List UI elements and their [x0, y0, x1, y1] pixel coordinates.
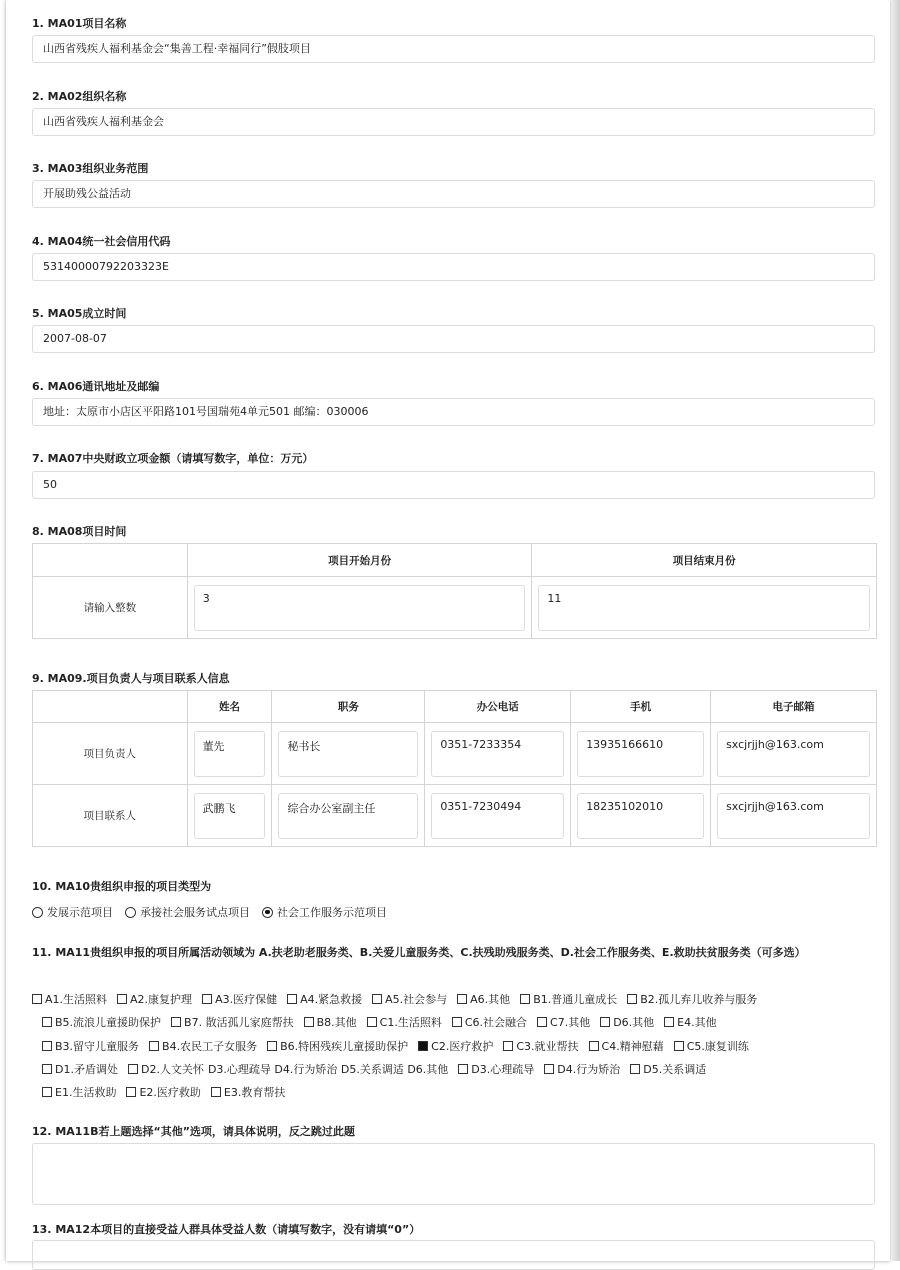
checkbox-line — [42, 1061, 716, 1077]
question-8-label: 8. MA08项目时间 — [32, 525, 127, 538]
office-phone-header: 办公电话 — [425, 691, 571, 723]
checkbox-icon[interactable] — [211, 1087, 221, 1097]
checkbox-option[interactable] — [503, 1038, 578, 1054]
end-month-cell — [532, 577, 877, 639]
checkbox-option[interactable] — [42, 1038, 139, 1054]
checkbox-icon[interactable] — [458, 1064, 468, 1074]
row-label-contact: 项目联系人 — [33, 785, 188, 847]
question-9-label: 9. MA09.项目负责人与项目联系人信息 — [32, 672, 230, 685]
table-cell — [272, 785, 425, 847]
checkbox-icon[interactable] — [627, 994, 637, 1004]
table-cell — [711, 785, 877, 847]
checkbox-label: C4.精神慰藉 — [601, 1040, 664, 1053]
checkbox-label: D2.人文关怀 — [140, 1063, 204, 1076]
page-edge — [892, 0, 900, 1261]
checkbox-icon[interactable] — [42, 1017, 52, 1027]
organization-name-field[interactable]: 山西省残疾人福利基金会 — [32, 108, 875, 136]
checkbox-option[interactable] — [126, 1084, 200, 1100]
beneficiary-count-field[interactable] — [32, 1240, 875, 1270]
end-month-input[interactable]: 11 — [538, 585, 870, 631]
checkbox-option[interactable] — [211, 1084, 285, 1100]
checkbox-icon[interactable] — [457, 994, 467, 1004]
table-cell — [571, 723, 711, 785]
checkbox-label: B5.流浪儿童援助保护 — [55, 1016, 162, 1029]
question-1-label: 1. MA01项目名称 — [32, 17, 127, 30]
checkbox-icon[interactable] — [287, 994, 297, 1004]
radio-option-label: 承接社会服务试点项目 — [140, 906, 250, 919]
checkbox-option[interactable] — [287, 991, 362, 1007]
checkbox-label: D5.关系调适 — [643, 1063, 707, 1076]
start-month-header: 项目开始月份 — [187, 544, 532, 577]
checkbox-icon[interactable] — [267, 1041, 277, 1051]
position-header: 职务 — [272, 691, 425, 723]
checkbox-label: E1.生活救助 — [55, 1086, 117, 1099]
radio-unchecked-icon[interactable] — [125, 907, 136, 918]
checkbox-icon[interactable] — [42, 1087, 52, 1097]
checkbox-icon[interactable] — [126, 1087, 136, 1097]
checkbox-line — [42, 1038, 759, 1054]
checkbox-icon[interactable] — [600, 1017, 610, 1027]
checkbox-option[interactable] — [544, 1061, 620, 1077]
checkbox-icon[interactable] — [367, 1017, 377, 1027]
checkbox-icon[interactable] — [372, 994, 382, 1004]
table-cell — [272, 723, 425, 785]
checkbox-checked-icon[interactable] — [418, 1041, 428, 1051]
project-type-radio-group — [32, 904, 399, 920]
checkbox-icon[interactable] — [664, 1017, 674, 1027]
radio-option-label: 社会工作服务示范项目 — [277, 906, 387, 919]
leader-mobile-input[interactable]: 13935166610 — [577, 731, 704, 777]
checkbox-icon[interactable] — [42, 1041, 52, 1051]
checkbox-option[interactable] — [600, 1014, 654, 1030]
row-label-leader: 项目负责人 — [33, 723, 188, 785]
checkbox-option[interactable] — [32, 991, 107, 1007]
checkbox-option[interactable] — [537, 1014, 590, 1030]
checkbox-line — [42, 1084, 295, 1100]
checkbox-label: C5.康复训练 — [686, 1040, 749, 1053]
checkbox-option[interactable] — [367, 1014, 442, 1030]
founding-date-field[interactable]: 2007-08-07 — [32, 325, 875, 353]
checkbox-icon[interactable] — [674, 1041, 684, 1051]
credit-code-field[interactable]: 53140000792203323E — [32, 253, 875, 281]
checkbox-option[interactable] — [267, 1038, 408, 1054]
checkbox-label: D1.矛盾调处 — [55, 1063, 118, 1076]
other-description-textarea[interactable] — [32, 1143, 875, 1205]
checkbox-label-extra: D3.心理疏导 D4.行为矫治 D5.关系调适 D6.其他 — [207, 1063, 449, 1076]
checkbox-option[interactable] — [674, 1038, 749, 1054]
contact-office-phone-input[interactable]: 0351-7230494 — [431, 793, 564, 839]
question-6-label: 6. MA06通讯地址及邮编 — [32, 380, 160, 393]
radio-option-development[interactable] — [32, 904, 113, 920]
question-2-label: 2. MA02组织名称 — [32, 90, 127, 103]
checkbox-label: D6.其他 — [613, 1016, 655, 1029]
leader-office-phone-input[interactable]: 0351-7233354 — [431, 731, 564, 777]
checkbox-option[interactable] — [149, 1038, 257, 1054]
checkbox-icon[interactable] — [171, 1017, 181, 1027]
radio-option-social-work[interactable] — [262, 904, 387, 920]
checkbox-label: E2.医疗救助 — [139, 1086, 201, 1099]
checkbox-icon[interactable] — [32, 994, 42, 1004]
checkbox-icon[interactable] — [42, 1064, 52, 1074]
table-header-blank — [33, 544, 188, 577]
contact-name-input[interactable]: 武鹏飞 — [194, 793, 266, 839]
question-10-label: 10. MA10贵组织申报的项目类型为 — [32, 880, 212, 893]
checkbox-label: C1.生活照料 — [379, 1016, 442, 1029]
checkbox-label: A2.康复护理 — [130, 993, 193, 1006]
checkbox-label: B3.留守儿童服务 — [55, 1040, 140, 1053]
leader-position-input[interactable]: 秘书长 — [278, 731, 418, 777]
question-13-label: 13. MA12本项目的直接受益人群具体受益人数（请填写数字，没有请填“0”） — [32, 1223, 421, 1236]
email-header: 电子邮箱 — [711, 691, 877, 723]
checkbox-line — [32, 991, 767, 1007]
checkbox-label: A3.医疗保健 — [215, 993, 278, 1006]
checkbox-label: A1.生活照料 — [45, 993, 108, 1006]
checkbox-option[interactable] — [128, 1061, 448, 1077]
leader-email-input[interactable]: sxcjrjjh@163.com — [717, 731, 870, 777]
question-7-label: 7. MA07中央财政立项金额（请填写数字，单位：万元） — [32, 452, 314, 465]
checkbox-option[interactable] — [117, 991, 192, 1007]
radio-unchecked-icon[interactable] — [32, 907, 43, 918]
checkbox-option[interactable] — [589, 1038, 664, 1054]
question-11-label: 11. MA11贵组织申报的项目所属活动领域为 A.扶老助老服务类、B.关爱儿童服务类、C.扶残助残服务类、D.社会工作服务类、E.救助扶贫服务类（可多选） — [32, 946, 806, 959]
checkbox-label: B4.农民工子女服务 — [162, 1040, 258, 1053]
contact-position-input[interactable]: 综合办公室副主任 — [278, 793, 418, 839]
question-4-label: 4. MA04统一社会信用代码 — [32, 235, 171, 248]
funding-amount-field[interactable]: 50 — [32, 471, 875, 499]
contact-mobile-input[interactable]: 18235102010 — [577, 793, 704, 839]
checkbox-label: C2.医疗救护 — [431, 1040, 494, 1053]
end-month-header: 项目结束月份 — [532, 544, 877, 577]
checkbox-icon[interactable] — [537, 1017, 547, 1027]
start-month-cell — [187, 577, 532, 639]
checkbox-label: B7. 散活孤儿家庭帮扶 — [184, 1016, 294, 1029]
checkbox-icon[interactable] — [304, 1017, 314, 1027]
start-month-input[interactable]: 3 — [194, 585, 526, 631]
table-cell — [425, 723, 571, 785]
checkbox-option[interactable] — [42, 1061, 118, 1077]
name-header: 姓名 — [187, 691, 272, 723]
mobile-header: 手机 — [571, 691, 711, 723]
checkbox-icon[interactable] — [630, 1064, 640, 1074]
radio-option-pilot[interactable] — [125, 904, 250, 920]
checkbox-option[interactable] — [202, 991, 277, 1007]
table-cell — [187, 723, 272, 785]
project-name-field[interactable]: 山西省残疾人福利基金会“集善工程·幸福同行”假肢项目 — [32, 35, 875, 63]
checkbox-icon[interactable] — [589, 1041, 599, 1051]
checkbox-label: C6.社会融合 — [464, 1016, 528, 1029]
checkbox-label: C7.其他 — [550, 1016, 591, 1029]
checkbox-option[interactable] — [42, 1084, 116, 1100]
checkbox-label: D3.心理疏导 — [471, 1063, 535, 1076]
checkbox-option[interactable] — [171, 1014, 294, 1030]
checkbox-option[interactable] — [452, 1014, 527, 1030]
checkbox-label: D4.行为矫治 — [557, 1063, 621, 1076]
checkbox-icon[interactable] — [503, 1041, 513, 1051]
checkbox-icon[interactable] — [202, 994, 212, 1004]
checkbox-option[interactable] — [520, 991, 617, 1007]
leader-name-input[interactable]: 董先 — [194, 731, 266, 777]
question-5-label: 5. MA05成立时间 — [32, 307, 127, 320]
checkbox-label: B6.特困残疾儿童援助保护 — [280, 1040, 409, 1053]
checkbox-label: B2.孤儿弃儿收养与服务 — [640, 993, 758, 1006]
table-header-blank — [33, 691, 188, 723]
question-3-label: 3. MA03组织业务范围 — [32, 162, 149, 175]
checkbox-label: B8.其他 — [316, 1016, 357, 1029]
checkbox-line — [42, 1014, 727, 1030]
address-field[interactable]: 地址：太原市小店区平阳路101号国瑞苑4单元501 邮编：030006 — [32, 398, 875, 426]
checkbox-option[interactable] — [372, 991, 447, 1007]
table-cell — [571, 785, 711, 847]
checkbox-option[interactable] — [664, 1014, 716, 1030]
survey-page — [6, 0, 890, 1261]
contact-info-table — [32, 690, 877, 847]
checkbox-option[interactable] — [627, 991, 757, 1007]
checkbox-label: E4.其他 — [677, 1016, 717, 1029]
checkbox-option[interactable] — [304, 1014, 357, 1030]
checkbox-option[interactable] — [42, 1014, 161, 1030]
business-scope-field[interactable]: 开展助残公益活动 — [32, 180, 875, 208]
checkbox-option-checked[interactable] — [418, 1038, 493, 1054]
table-cell — [711, 723, 877, 785]
project-time-table — [32, 543, 877, 639]
contact-email-input[interactable]: sxcjrjjh@163.com — [717, 793, 870, 839]
table-cell — [425, 785, 571, 847]
integer-row-label: 请输入整数 — [33, 577, 188, 639]
checkbox-icon[interactable] — [149, 1041, 159, 1051]
table-cell — [187, 785, 272, 847]
checkbox-option[interactable] — [458, 1061, 534, 1077]
checkbox-label: A5.社会参与 — [385, 993, 448, 1006]
checkbox-option[interactable] — [457, 991, 510, 1007]
checkbox-icon[interactable] — [117, 994, 127, 1004]
checkbox-label: A4.紧急救援 — [300, 993, 363, 1006]
question-12-label: 12. MA11B若上题选择“其他”选项，请具体说明，反之跳过此题 — [32, 1125, 355, 1138]
radio-checked-icon[interactable] — [262, 907, 273, 918]
checkbox-icon[interactable] — [520, 994, 530, 1004]
checkbox-label: B1.普通儿童成长 — [533, 993, 618, 1006]
checkbox-label: C3.就业帮扶 — [516, 1040, 579, 1053]
checkbox-option[interactable] — [630, 1061, 706, 1077]
checkbox-icon[interactable] — [128, 1064, 138, 1074]
checkbox-label: E3.教育帮扶 — [223, 1086, 286, 1099]
checkbox-icon[interactable] — [544, 1064, 554, 1074]
checkbox-label: A6.其他 — [470, 993, 511, 1006]
radio-option-label: 发展示范项目 — [47, 906, 113, 919]
checkbox-icon[interactable] — [452, 1017, 462, 1027]
